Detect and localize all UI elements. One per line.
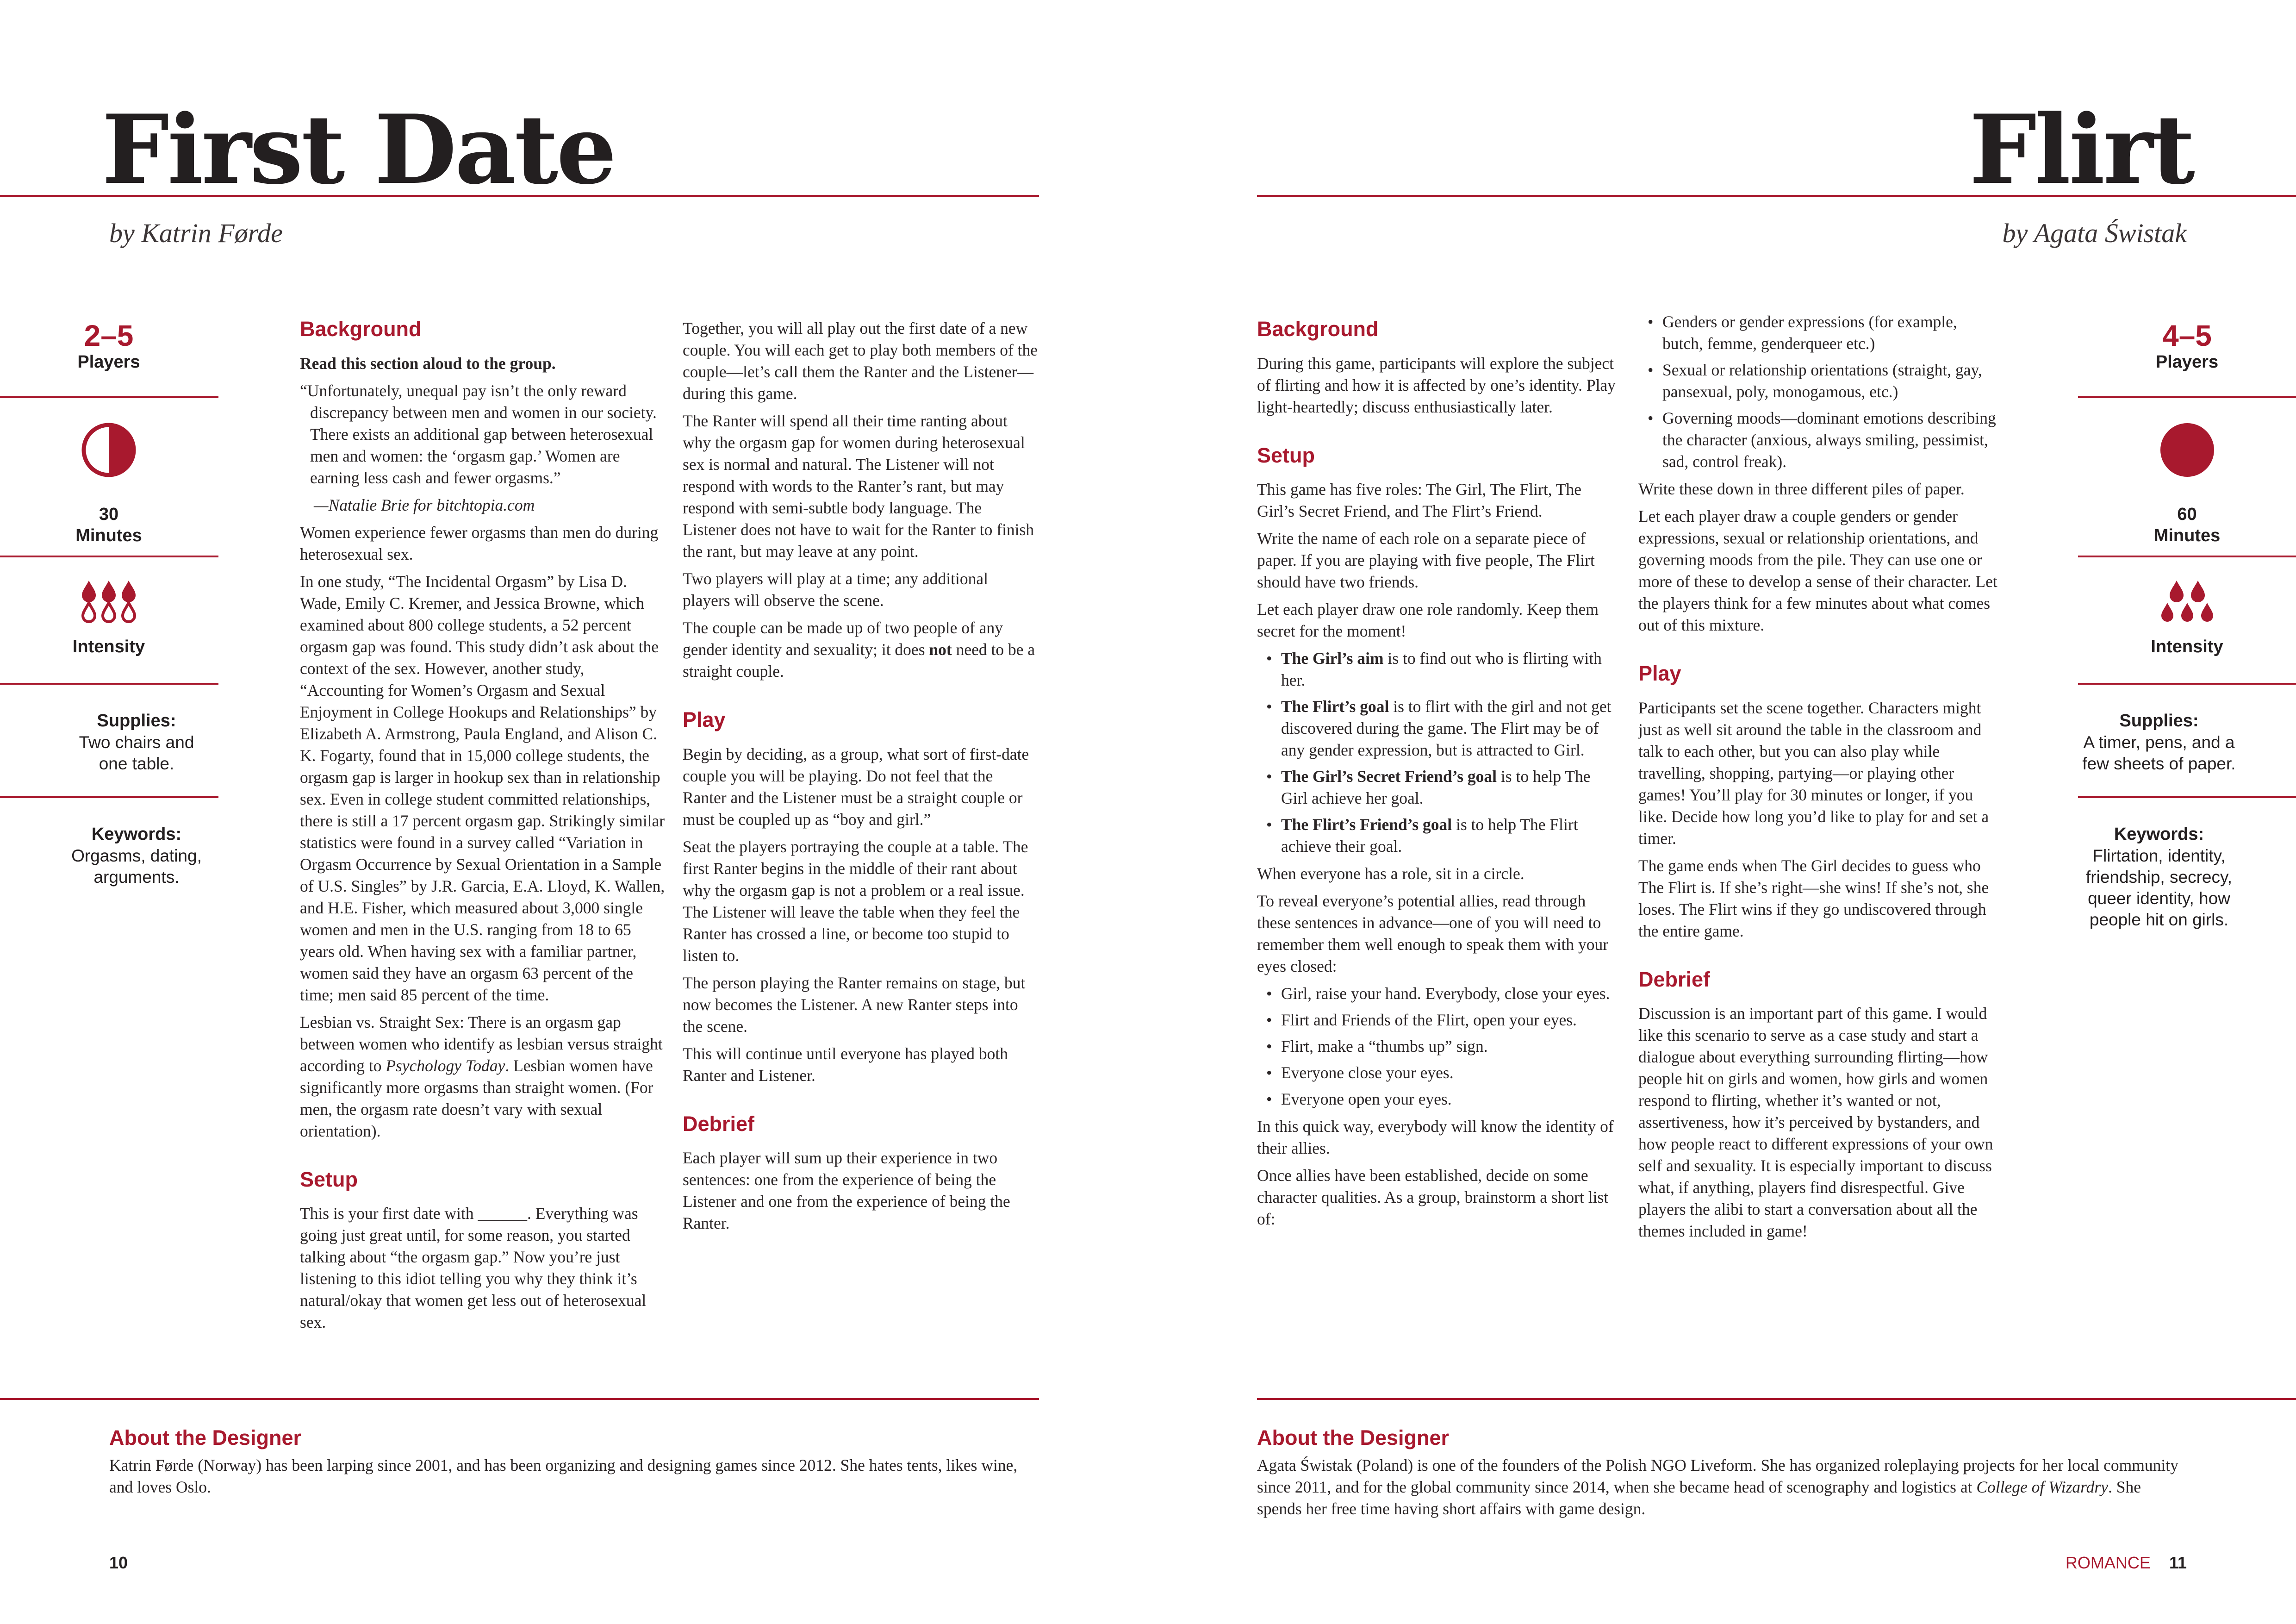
page-number: 10: [109, 1553, 128, 1572]
keywords-block: [56, 824, 218, 888]
body-paragraph: Write the name of each role on a separate piece of paper. If you are playing with five people, The Flirt should have two friends.: [1257, 529, 1595, 591]
body-paragraph: Each player will sum up their experience in two sentences: one from the experience of being the Listener and one from the experience of being the Ranter.: [683, 1149, 1010, 1232]
page-title-first-date: First Date: [102, 94, 615, 206]
sidebar-divider: [2078, 683, 2296, 685]
players-block: [2078, 319, 2296, 373]
body-paragraph: Lesbian vs. Straight Sex: There is an orgasm gap between women who identify as lesbian versus straight according to Psychology Today. Lesbian women have significantly more orgasms than straight women. (For men, the orgasm rate doesn’t vary with sexual orientation).: [300, 1012, 663, 1140]
debrief-heading: Debrief: [1638, 967, 1711, 991]
about-rule: [0, 1398, 1039, 1400]
read-aloud-instruction: Read this section aloud to the group.: [300, 354, 556, 373]
list-item: • The Girl’s aim is to find out who is flirting with her.: [1281, 648, 1618, 691]
list-item: • The Girl’s Secret Friend’s goal is to help The Girl achieve her goal.: [1281, 766, 1618, 809]
body-paragraph: Seat the players portraying the couple at a table. The first Ranter begins in the middle of their rant about why the orgasm gap is not a problem or a real issue. The Listener will leave the table when they feel the Ranter has crossed a line, or become too stupid to listen to.: [683, 837, 1028, 965]
full-circle-time-icon: [2159, 421, 2216, 479]
supplies-text: A timer, pens, and a few sheets of paper.: [2082, 732, 2236, 773]
body-paragraph: This game has five roles: The Girl, The Flirt, The Girl’s Secret Friend, and The Flirt’s Friend.: [1257, 480, 1581, 520]
setup-heading: Setup: [300, 1167, 358, 1191]
list-item: • Genders or gender expressions (for example, butch, femme, genderqueer etc.): [1662, 311, 1999, 355]
players-value: 4–5: [2162, 319, 2212, 352]
text-column-1: [1257, 318, 1618, 1236]
play-heading: Play: [683, 708, 726, 731]
body-paragraph: Women experience fewer orgasms than men do during heterosexual sex.: [300, 523, 659, 563]
background-heading: Background: [300, 317, 422, 341]
sidebar-divider: [2078, 796, 2296, 798]
sidebar-divider: [0, 683, 218, 685]
body-paragraph: The couple can be made up of two people of any gender identity and sexuality; it does not need to be a straight couple.: [683, 618, 1035, 681]
qualities-list: [1638, 311, 1999, 473]
body-paragraph: Let each player draw one role randomly. Keep them secret for the moment!: [1257, 600, 1599, 640]
page-number: 11: [2169, 1553, 2187, 1572]
body-paragraph: Two players will play at a time; any additional players will observe the scene.: [683, 569, 989, 610]
list-item: • Everyone open your eyes.: [1281, 1088, 1618, 1110]
setup-heading: Setup: [1257, 443, 1315, 467]
body-paragraph: Begin by deciding, as a group, what sort of first-date couple you will be playing. Do not feel that the Ranter and the Listener must be a straight couple or must be coupled up as “boy and girl.”: [683, 744, 1029, 829]
debrief-heading: Debrief: [683, 1112, 755, 1136]
body-paragraph: Let each player draw a couple genders or gender expressions, sexual or relationship orientations, and governing moods from the pile. They can use one or more of these to develop a sense of their character. Let the players think for a few minutes about what comes out of this mixture.: [1638, 507, 1997, 634]
keywords-text: Orgasms, dating, arguments.: [71, 846, 202, 887]
body-paragraph: This will continue until everyone has played both Ranter and Listener.: [683, 1044, 1008, 1085]
intensity-block: [0, 579, 218, 658]
body-paragraph: Discussion is an important part of this game. I would like this scenario to serve as a case study and start a dialogue about everything surrounding flirting—how people hit on girls and women, how girls and women respond to flirting, whether it’s wanted or not, assertiveness, how it’s perceived by bystanders, and how people react to different expressions of your own self and sexuality. It is especially important to discuss what, if anything, players find disrespectful. Give players the alibi to start a conversation about all the themes included in game!: [1638, 1004, 1993, 1240]
text-column-2: [683, 318, 1039, 1240]
body-paragraph: Write these down in three different piles of paper.: [1638, 480, 1965, 498]
body-paragraph: In this quick way, everybody will know the identity of their allies.: [1257, 1117, 1614, 1157]
body-paragraph: Once allies have been established, decide on some character qualities. As a group, brainstorm a short list of:: [1257, 1166, 1609, 1228]
play-heading: Play: [1638, 662, 1681, 685]
sidebar-divider: [0, 396, 218, 398]
keywords-label: Keywords:: [2114, 824, 2204, 844]
title-rule: [1257, 195, 2296, 197]
roles-list: [1257, 648, 1618, 857]
intensity-block: [2078, 579, 2296, 658]
time-label: Minutes: [75, 525, 142, 545]
time-value: 30: [99, 505, 119, 524]
page-title-flirt: Flirt: [1969, 94, 2193, 206]
time-value: 60: [2177, 505, 2197, 524]
list-item: • Girl, raise your hand. Everybody, close your eyes.: [1281, 983, 1618, 1005]
sidebar-divider: [2078, 396, 2296, 398]
body-paragraph: The person playing the Ranter remains on stage, but now becomes the Listener. A new Ranter steps into the scene.: [683, 973, 1026, 1036]
players-label: Players: [2155, 352, 2219, 372]
players-label: Players: [77, 352, 140, 372]
about-text: Agata Świstak (Poland) is one of the founders of the Polish NGO Liveform. She has organized roleplaying projects for her local community since 2011, and for the global community since 2014, when she became head of scenography and logistics at College of Wizardry. She spends her free time having short affairs with game design.: [1257, 1456, 2178, 1518]
list-item: • The Flirt’s Friend’s goal is to help The Flirt achieve their goal.: [1281, 814, 1618, 857]
quote-attribution: —Natalie Brie for bitchtopia.com: [314, 495, 535, 514]
section-label: ROMANCE: [2065, 1553, 2151, 1572]
sidebar-divider: [0, 796, 218, 798]
keywords-label: Keywords:: [91, 824, 182, 844]
about-heading: About the Designer: [1257, 1426, 1450, 1449]
supplies-label: Supplies:: [2119, 711, 2199, 731]
about-designer: [109, 1426, 1039, 1498]
body-paragraph: The game ends when The Girl decides to guess who The Flirt is. If she’s right—she wins! If she’s not, she loses. The Flirt wins if they go undiscovered through the entire game.: [1638, 856, 1989, 940]
about-designer: [1257, 1426, 2187, 1520]
list-item: • Sexual or relationship orientations (straight, gay, pansexual, poly, monogamous, etc.): [1662, 359, 1999, 403]
supplies-block: [2073, 711, 2245, 775]
half-circle-time-icon: [80, 421, 137, 479]
time-block: [0, 421, 218, 546]
page-footer: [2066, 1553, 2187, 1573]
body-paragraph: Together, you will all play out the first date of a new couple. You will each get to play both members of the couple—let’s call them the Ranter and the Listener—during this game.: [683, 319, 1038, 403]
about-rule: [1257, 1398, 2296, 1400]
about-text: Katrin Førde (Norway) has been larping since 2001, and has been organizing and designing games since 2012. She hates tents, likes wine, and loves Oslo.: [109, 1456, 1018, 1496]
sentences-list: [1257, 983, 1618, 1110]
body-paragraph: The Ranter will spend all their time ranting about why the orgasm gap for women during heterosexual sex is normal and natural. The Listener will not respond with words to the Ranter’s rant, but may respond with semi-subtle body language. The Listener does not have to wait for the Ranter to finish the rant, but may leave at any point.: [683, 412, 1034, 561]
list-item: • Governing moods—dominant emotions describing the character (anxious, always smiling, pessimist, sad, control freak).: [1662, 407, 1999, 473]
list-item: • Flirt and Friends of the Flirt, open your eyes.: [1281, 1009, 1618, 1031]
time-block: [2078, 421, 2296, 546]
list-item: • Everyone close your eyes.: [1281, 1062, 1618, 1084]
sidebar-divider: [2078, 556, 2296, 557]
intensity-label: Intensity: [2151, 637, 2223, 656]
title-rule: [0, 195, 1039, 197]
keywords-text: Flirtation, identity, friendship, secrecy, queer identity, how people hit on girls.: [2086, 846, 2232, 930]
keywords-block: [2073, 824, 2245, 931]
players-value: 2–5: [84, 319, 134, 352]
drops-intensity-icon: [79, 579, 139, 625]
list-item: • Flirt, make a “thumbs up” sign.: [1281, 1036, 1618, 1057]
supplies-text: Two chairs and one table.: [79, 732, 194, 773]
players-block: [0, 319, 218, 373]
body-paragraph: Participants set the scene together. Characters might just as well sit around the table in the classroom and talk to each other, but you can also play while travelling, shopping, partying—or playing other games! You’ll play for 30 minutes or longer, if you like. Decide how long you’d like to play for and set a timer.: [1638, 698, 1989, 848]
about-heading: About the Designer: [109, 1426, 302, 1449]
drops-intensity-icon: [2157, 579, 2217, 625]
body-paragraph: This is your first date with ______. Everything was going just great until, for some reason, you started talking about “the orgasm gap.” Now you’re just listening to this idiot telling you why they think it’s natural/okay that women get less out of heterosexual sex.: [300, 1204, 647, 1331]
supplies-block: [65, 711, 208, 775]
list-item: • The Flirt’s goal is to flirt with the girl and not get discovered during the game. The Flirt may be of any gender expression, but is attracted to Girl.: [1281, 696, 1618, 761]
opening-quote: “Unfortunately, unequal pay isn’t the only reward discrepancy between men and women in our society. There exists an additional gap between heterosexual men and women: the ‘orgasm gap.’ Women are earning less cash and fewer orgasms.”: [300, 381, 657, 487]
intensity-label: Intensity: [72, 637, 145, 656]
sidebar-divider: [0, 556, 218, 557]
body-paragraph: To reveal everyone’s potential allies, read through these sentences in advance—one of you will need to remember them well enough to speak them with your eyes closed:: [1257, 892, 1609, 975]
text-column-1: [300, 318, 666, 1339]
supplies-label: Supplies:: [97, 711, 176, 731]
time-label: Minutes: [2153, 525, 2221, 545]
author-byline: by Katrin Førde: [109, 218, 283, 248]
author-byline: by Agata Świstak: [2002, 218, 2187, 248]
body-paragraph: When everyone has a role, sit in a circle.: [1257, 864, 1524, 883]
body-paragraph: During this game, participants will explore the subject of flirting and how it is affected by one’s identity. Play light-heartedly; discuss enthusiastically later.: [1257, 354, 1616, 416]
text-column-2: [1638, 311, 1999, 1248]
background-heading: Background: [1257, 317, 1379, 341]
body-paragraph: In one study, “The Incidental Orgasm” by Lisa D. Wade, Emily C. Kremer, and Jessica Browne, which examined about 800 college students, a 52 percent orgasm gap was found. This study didn’t ask about the context of the sex. However, another study, “Accounting for Women’s Orgasm and Sexual Enjoyment in College Hookups and Relationships” by Elizabeth A. Armstrong, Paula England, and Alison C. K. Fogarty, found that in 15,000 college students, the orgasm gap is larger in hookup sex than in relationship sex. Even in college student committed relationships, there is still a 17 percent orgasm gap. Strikingly similar statistics were found in a survey called “Variation in Orgasm Occurrence by Sexual Orientation in a Sample of U.S. Singles” by J.R. Garcia, E.A. Lloyd, K. Wallen, and H.E. Fisher, which measured about 3,000 single women and men in the U.S. ranging from 18 to 65 years old. When having sex with a familiar partner, women said they have an orgasm 63 percent of the time; men said 85 percent of the time.: [300, 572, 665, 1004]
